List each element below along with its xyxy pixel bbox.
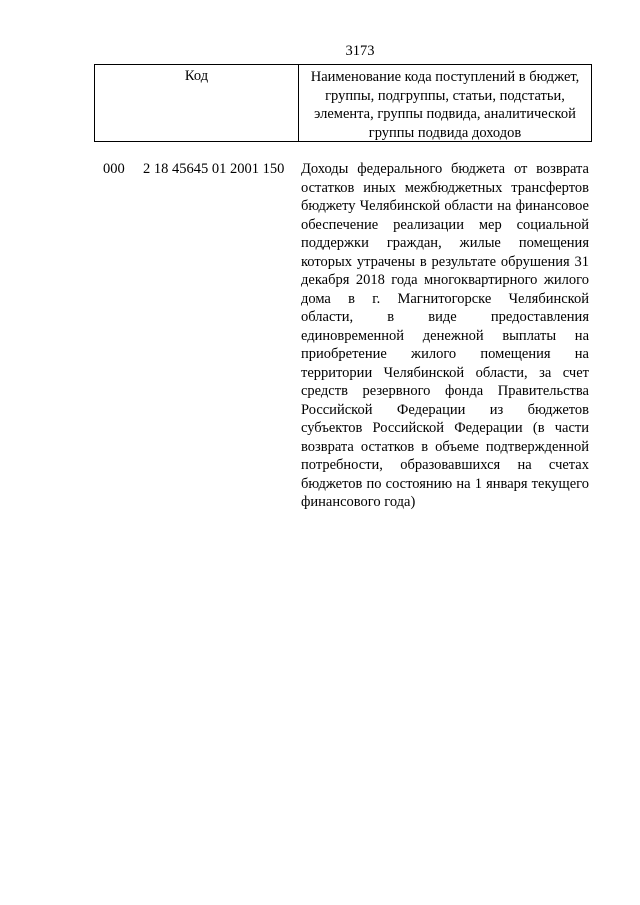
header-name-column: Наименование кода поступлений в бюджет, группы, подгруппы, статьи, подстатьи, элемента, группы подвида, аналитической группы подвида доходов xyxy=(310,69,580,141)
table-header xyxy=(94,64,592,142)
row-revenue-code: 2 18 45645 01 2001 150 xyxy=(143,161,285,177)
row-description: Доходы федерального бюджета от возврата остатков иных межбюджетных трансфертов бюджету Челябинской области на финансовое обеспечение реализации мер социальной поддержки граждан, жилые помещения которых утрачены в результате обрушения 31 декабря 2018 года многоквартирного жилого дома в г. Магнитогорске Челябинской области, в виде предоставления единовременной денежной выплаты на приобретение жилого помещения на территории Челябинской области, за счет средств резервного фонда Правительства Российской Федерации из бюджетов субъектов Российской Федерации (в части возврата остатков в объеме подтвержденной потребности, образовавшихся на счетах бюджетов по состоянию на 1 января текущего финансового года) xyxy=(301,161,589,510)
row-admin-code: 000 xyxy=(103,161,125,177)
header-code-column: Код xyxy=(95,65,299,141)
page-number: 3173 xyxy=(345,43,375,59)
